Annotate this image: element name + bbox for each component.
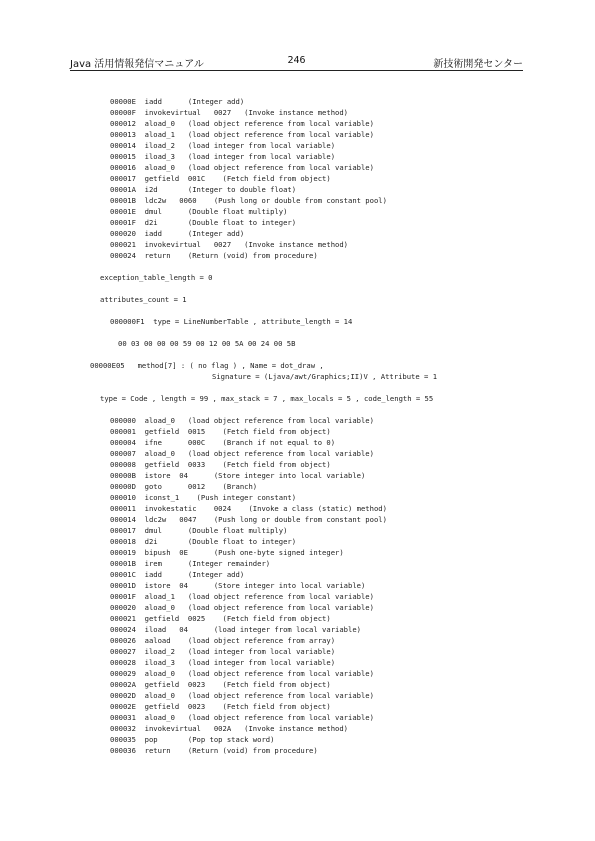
listing-line: 000031 aload_0 (load object reference from local variable) (110, 713, 374, 722)
listing-line: 000018 d2i (Double float to integer) (110, 537, 297, 546)
listing-line: 000000F1 type = LineNumberTable , attribute_length = 14 (110, 317, 353, 326)
listing-line: 000010 iconst_1 (Push integer constant) (110, 493, 297, 502)
listing-line: 00000E05 method[7] : ( no flag ) , Name = dot_draw , (90, 361, 324, 370)
listing-line: 00001E dmul (Double float multiply) (110, 207, 288, 216)
listing-line: 000017 dmul (Double float multiply) (110, 526, 288, 535)
listing-line: 00000B istore 04 (Store integer into local variable) (110, 471, 366, 480)
listing-line: type = Code , length = 99 , max_stack = 7 , max_locals = 5 , code_length = 55 (100, 394, 434, 403)
listing-line: 000027 iload_2 (load integer from local variable) (110, 647, 336, 656)
listing-line: Signature = (Ljava/awt/Graphics;II)V , Attribute = 1 (212, 372, 438, 381)
page-header (70, 55, 523, 71)
listing-line: 000026 aaload (load object reference from array) (110, 636, 336, 645)
header-title: Java 活用情報発信マニュアル (70, 59, 204, 70)
listing-line: 000011 invokestatic 0024 (Invoke a class (static) method) (110, 504, 387, 513)
listing-line: attributes_count = 1 (100, 295, 187, 304)
listing-line: 000036 return (Return (void) from procedure) (110, 746, 318, 755)
listing-line: 000024 return (Return (void) from procedure) (110, 251, 318, 260)
header-organization: 新技術開発センター (433, 59, 523, 70)
listing-line: 00001F d2i (Double float to integer) (110, 218, 297, 227)
listing-line: 000028 iload_3 (load integer from local variable) (110, 658, 336, 667)
listing-line: 000015 iload_3 (load integer from local variable) (110, 152, 336, 161)
listing-line: 000001 getfield 0015 (Fetch field from object) (110, 427, 331, 436)
listing-line: 00000D goto 0012 (Branch) (110, 482, 258, 491)
page-number: 246 (287, 55, 306, 66)
listing-line: 000020 iadd (Integer add) (110, 229, 245, 238)
listing-line: 000014 ldc2w 0047 (Push long or double from constant pool) (110, 515, 387, 524)
listing-line: 000020 aload_0 (load object reference from local variable) (110, 603, 374, 612)
listing-line: 00001C iadd (Integer add) (110, 570, 245, 579)
listing-line: 00002E getfield 0023 (Fetch field from object) (110, 702, 331, 711)
listing-line: 00002D aload_0 (load object reference from local variable) (110, 691, 374, 700)
header-rule (70, 70, 523, 71)
listing-line: 000012 aload_0 (load object reference from local variable) (110, 119, 374, 128)
listing-line: 00001A i2d (Integer to double float) (110, 185, 297, 194)
listing-line: 00000E iadd (Integer add) (110, 97, 245, 106)
listing-line: 000029 aload_0 (load object reference from local variable) (110, 669, 374, 678)
listing-line: 000004 ifne 000C (Branch if not equal to 0) (110, 438, 336, 447)
listing-line: 00001B ldc2w 0060 (Push long or double from constant pool) (110, 196, 387, 205)
listing-line: 00001D istore 04 (Store integer into local variable) (110, 581, 366, 590)
listing-line: 000032 invokevirtual 002A (Invoke instance method) (110, 724, 348, 733)
listing-line: 000019 bipush 0E (Push one-byte signed integer) (110, 548, 344, 557)
listing-line: 000000 aload_0 (load object reference from local variable) (110, 416, 374, 425)
listing-line: 000008 getfield 0033 (Fetch field from object) (110, 460, 331, 469)
listing-line: 00 03 00 00 00 59 00 12 00 5A 00 24 00 5B (118, 339, 296, 348)
listing-line: 000021 getfield 0025 (Fetch field from object) (110, 614, 331, 623)
listing-line: 00001F aload_1 (load object reference from local variable) (110, 592, 374, 601)
listing-line: 000017 getfield 001C (Fetch field from object) (110, 174, 331, 183)
listing-line: exception_table_length = 0 (100, 273, 213, 282)
listing-line: 000014 iload_2 (load integer from local variable) (110, 141, 336, 150)
listing-line: 000024 iload 04 (load integer from local variable) (110, 625, 361, 634)
listing-line: 000016 aload_0 (load object reference from local variable) (110, 163, 374, 172)
listing-line: 000035 pop (Pop top stack word) (110, 735, 275, 744)
listing-line: 000007 aload_0 (load object reference from local variable) (110, 449, 374, 458)
listing-line: 00002A getfield 0023 (Fetch field from object) (110, 680, 331, 689)
listing-line: 000021 invokevirtual 0027 (Invoke instance method) (110, 240, 348, 249)
listing-line: 000013 aload_1 (load object reference from local variable) (110, 130, 374, 139)
listing-line: 00000F invokevirtual 0027 (Invoke instance method) (110, 108, 348, 117)
listing-line: 00001B irem (Integer remainder) (110, 559, 271, 568)
